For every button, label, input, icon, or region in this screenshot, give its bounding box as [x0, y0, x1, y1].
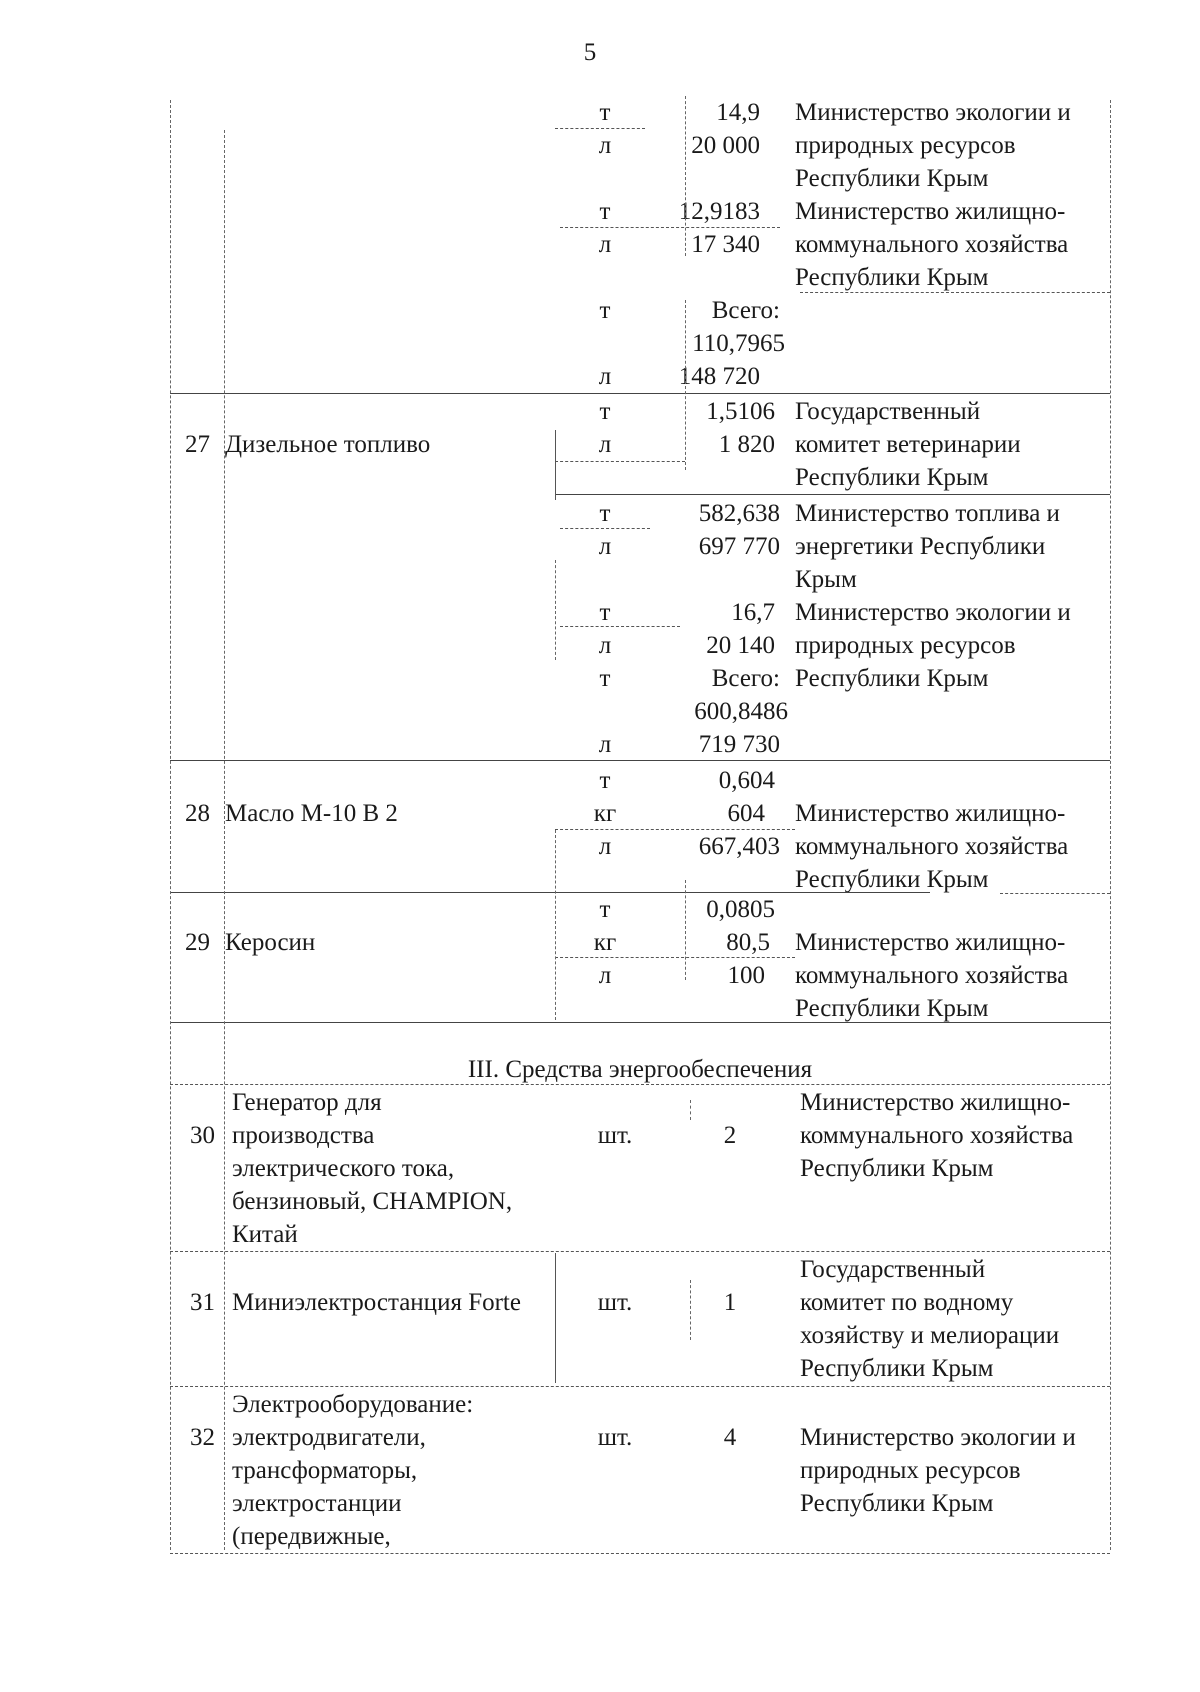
recipient-line: Министерство жилищно- — [795, 929, 1066, 956]
item-name-line: Китай — [232, 1221, 298, 1248]
recipient-line: Министерство жилищно- — [795, 800, 1066, 827]
recipient-line: природных ресурсов — [800, 1457, 1021, 1484]
rule-line — [560, 626, 680, 627]
quantity-cell: 1 — [723, 1289, 737, 1316]
recipient-line: природных ресурсов — [795, 132, 1016, 159]
recipient-line: комитет по водному — [800, 1289, 1014, 1316]
unit-cell: т — [599, 198, 611, 225]
row-number: 29 — [185, 929, 210, 956]
value-cell: 80,5 — [726, 929, 770, 956]
item-name-line: Генератор для — [232, 1089, 382, 1116]
recipient-line: Республики Крым — [795, 866, 989, 893]
recipient-line: Министерство экологии и — [795, 599, 1071, 626]
item-name-line: бензиновый, CHAMPION, — [232, 1188, 513, 1215]
unit-cell: л — [598, 431, 612, 458]
value-cell: 17 340 — [691, 231, 760, 258]
value-cell: 719 730 — [698, 731, 780, 758]
value-cell: 14,9 — [716, 99, 760, 126]
recipient-line: Государственный — [800, 1256, 986, 1283]
column-rule — [555, 430, 556, 500]
total-value: 600,8486 — [694, 698, 788, 725]
recipient-line: коммунального хозяйства — [795, 833, 1069, 860]
rule-line — [555, 829, 795, 830]
rule-line — [800, 292, 1110, 293]
recipient-line: комитет ветеринарии — [795, 431, 1021, 458]
unit-cell: т — [599, 665, 611, 692]
rule-line — [555, 494, 1110, 495]
quantity-cell: 4 — [723, 1424, 737, 1451]
unit-cell: т — [599, 297, 611, 324]
section-heading: III. Средства энергообеспечения — [467, 1056, 813, 1083]
row-divider — [170, 1251, 1110, 1252]
unit-cell: кг — [593, 800, 617, 827]
row-divider — [170, 1084, 1110, 1085]
column-rule — [1110, 100, 1111, 1550]
recipient-line: Республики Крым — [800, 1155, 994, 1182]
row-divider — [170, 393, 1110, 394]
unit-cell: л — [598, 132, 612, 159]
item-name-line: электростанции — [232, 1490, 402, 1517]
recipient-line: Республики Крым — [795, 264, 989, 291]
unit-cell: л — [598, 962, 612, 989]
row-number: 31 — [190, 1289, 215, 1316]
rule-line — [555, 461, 685, 462]
value-cell: 0,604 — [718, 767, 775, 794]
column-rule — [555, 830, 556, 1020]
row-divider — [170, 892, 930, 893]
unit-cell: т — [599, 599, 611, 626]
item-name-line: Электрооборудование: — [232, 1391, 474, 1418]
value-cell: 148 720 — [678, 363, 760, 390]
value-cell: 20 140 — [706, 632, 775, 659]
row-number: 32 — [190, 1424, 215, 1451]
recipient-line: Министерство жилищно- — [795, 198, 1066, 225]
total-value: 110,7965 — [692, 330, 785, 357]
rule-line — [560, 528, 650, 529]
recipient-line: Республики Крым — [795, 995, 989, 1022]
rule-line — [555, 128, 645, 129]
recipient-line: коммунального хозяйства — [795, 231, 1069, 258]
unit-cell: л — [598, 833, 612, 860]
recipient-line: Министерство экологии и — [800, 1424, 1076, 1451]
unit-cell: шт. — [597, 1424, 633, 1451]
item-name: Керосин — [225, 929, 316, 956]
column-rule — [555, 1253, 556, 1383]
rule-line — [1000, 893, 1110, 894]
value-cell: 697 770 — [698, 533, 780, 560]
recipient-line: Государственный — [795, 398, 981, 425]
item-name-line: трансформаторы, — [232, 1457, 418, 1484]
value-cell: 1,5106 — [706, 398, 775, 425]
recipient-line: Крым — [795, 566, 857, 593]
total-label: Всего: — [711, 297, 780, 324]
recipient-line: хозяйству и мелиорации — [800, 1322, 1060, 1349]
unit-cell: т — [599, 398, 611, 425]
unit-cell: т — [599, 500, 611, 527]
row-divider — [170, 1022, 1110, 1023]
total-label: Всего: — [711, 665, 780, 692]
item-name: Дизельное топливо — [225, 431, 431, 458]
item-name-line: (передвижные, — [232, 1523, 391, 1550]
column-rule — [170, 100, 171, 1550]
unit-cell: л — [598, 731, 612, 758]
value-cell: 604 — [727, 800, 765, 827]
row-divider — [170, 760, 1110, 761]
recipient-line: Республики Крым — [800, 1490, 994, 1517]
item-name: Миниэлектростанция Forte — [232, 1289, 521, 1316]
unit-cell: шт. — [597, 1122, 633, 1149]
item-name: Масло М-10 В 2 — [225, 800, 398, 827]
value-cell: 582,638 — [698, 500, 780, 527]
recipient-line: Республики Крым — [795, 464, 989, 491]
value-cell: 667,403 — [698, 833, 780, 860]
quantity-cell: 2 — [723, 1122, 737, 1149]
unit-cell: л — [598, 231, 612, 258]
column-rule — [690, 1280, 691, 1340]
value-cell: 0,0805 — [706, 896, 775, 923]
column-rule — [555, 560, 556, 660]
item-name-line: производства — [232, 1122, 375, 1149]
recipient-line: Министерство топлива и — [795, 500, 1060, 527]
item-name-line: электрического тока, — [232, 1155, 455, 1182]
unit-cell: л — [598, 632, 612, 659]
value-cell: 1 820 — [718, 431, 775, 458]
page-number: 5 — [583, 39, 597, 66]
rule-line — [560, 227, 780, 228]
rule-line — [555, 957, 795, 958]
value-cell: 20 000 — [691, 132, 760, 159]
unit-cell: л — [598, 363, 612, 390]
unit-cell: т — [599, 767, 611, 794]
recipient-line: Республики Крым — [795, 165, 989, 192]
row-divider — [170, 1386, 1110, 1387]
recipient-line: природных ресурсов — [795, 632, 1016, 659]
unit-cell: кг — [593, 929, 617, 956]
row-number: 28 — [185, 800, 210, 827]
unit-cell: т — [599, 896, 611, 923]
recipient-line: энергетики Республики — [795, 533, 1046, 560]
recipient-line: коммунального хозяйства — [800, 1122, 1074, 1149]
column-rule — [224, 130, 225, 1550]
unit-cell: л — [598, 533, 612, 560]
value-cell: 16,7 — [731, 599, 775, 626]
value-cell: 12,9183 — [678, 198, 760, 225]
unit-cell: шт. — [597, 1289, 633, 1316]
row-divider — [170, 1553, 1110, 1554]
row-number: 30 — [190, 1122, 215, 1149]
unit-cell: т — [599, 99, 611, 126]
column-rule — [685, 96, 686, 256]
item-name-line: электродвигатели, — [232, 1424, 426, 1451]
recipient-line: Министерство экологии и — [795, 99, 1071, 126]
column-rule — [690, 1100, 691, 1120]
recipient-line: Республики Крым — [795, 665, 989, 692]
row-number: 27 — [185, 431, 210, 458]
column-rule — [685, 300, 686, 470]
column-rule — [685, 880, 686, 980]
recipient-line: коммунального хозяйства — [795, 962, 1069, 989]
value-cell: 100 — [727, 962, 765, 989]
recipient-line: Министерство жилищно- — [800, 1089, 1071, 1116]
recipient-line: Республики Крым — [800, 1355, 994, 1382]
